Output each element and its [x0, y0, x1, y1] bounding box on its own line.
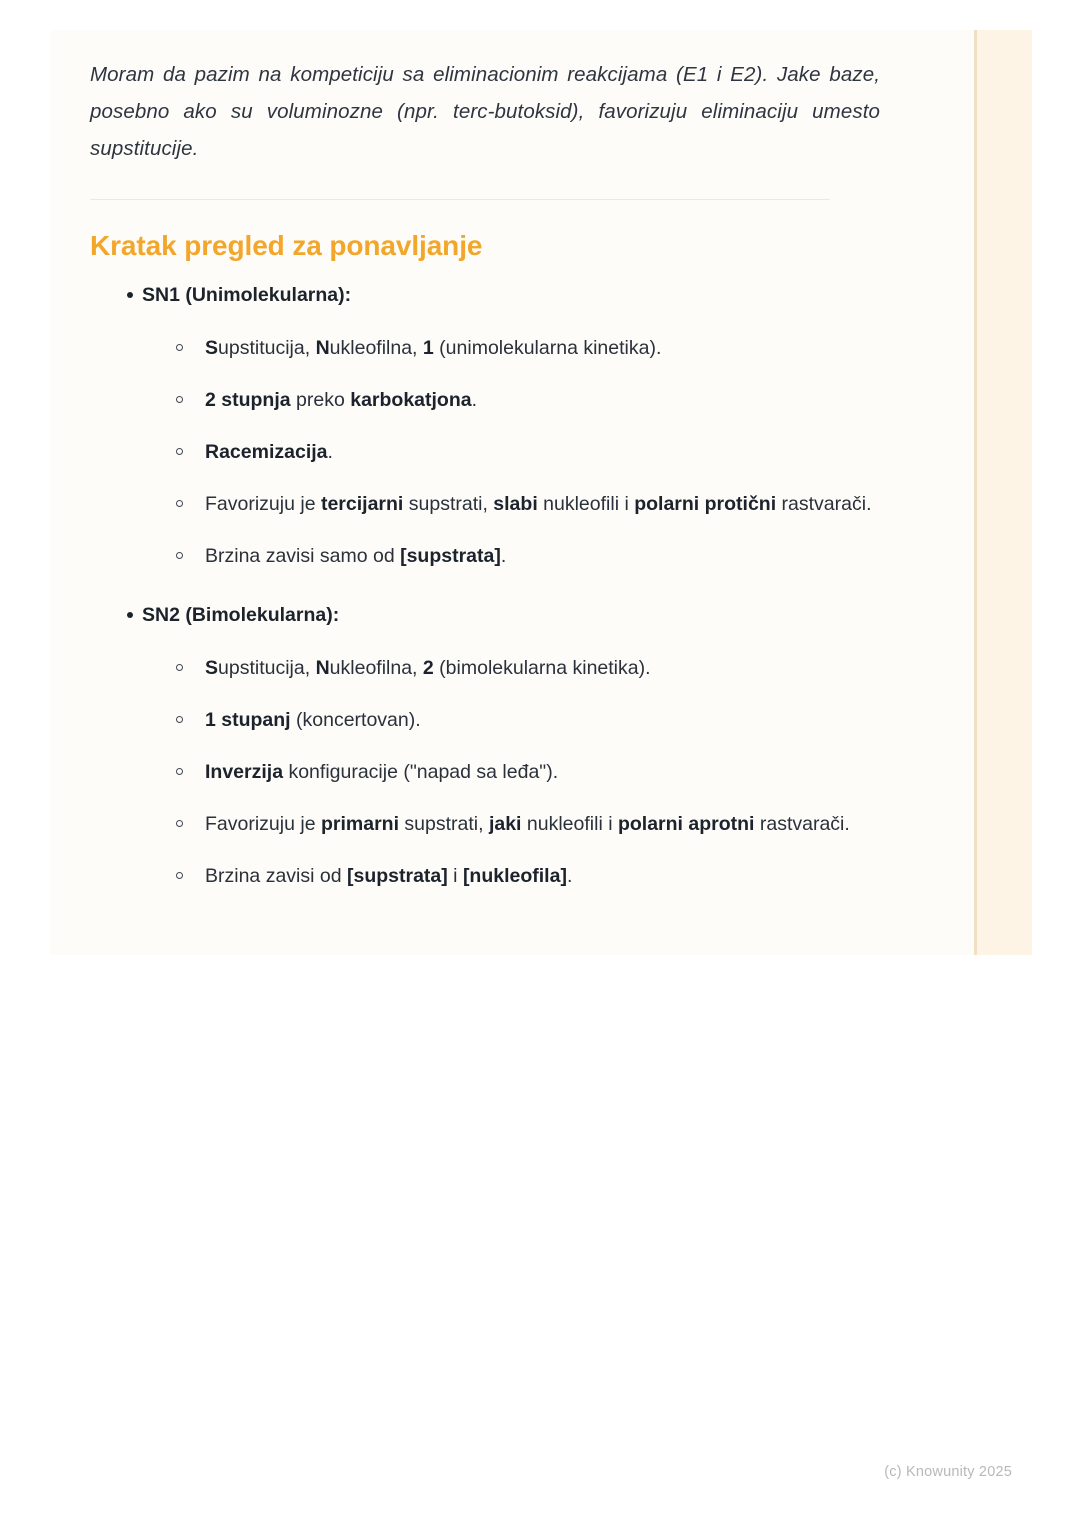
- summary-list-item: [90, 384, 880, 416]
- plain-text: Favorizuju je: [205, 813, 321, 835]
- summary-list: [90, 280, 880, 892]
- section-heading: Kratak pregled za ponavljanje: [90, 230, 483, 261]
- emphasis-text: karbokatjona: [350, 389, 472, 411]
- summary-group: [90, 280, 880, 572]
- plain-text: .: [566, 865, 573, 887]
- card-accent-panel: [977, 30, 1032, 955]
- plain-text: Favorizuju je: [205, 493, 321, 515]
- plain-text: upstitucija,: [218, 337, 316, 359]
- summary-list-item: [90, 436, 880, 468]
- emphasis-text: 2 stupnja: [205, 389, 291, 411]
- emphasis-text: N: [315, 657, 330, 679]
- emphasis-text: tercijarni: [320, 493, 404, 515]
- summary-list-item: [90, 704, 880, 736]
- emphasis-text: Inverzija: [205, 761, 284, 783]
- plain-text: supstrati,: [399, 813, 489, 835]
- plain-text: i: [447, 865, 463, 887]
- emphasis-text: [supstrata]: [346, 865, 448, 887]
- intro-paragraph: Moram da pazim na kompeticiju sa eliminacionim reakcijama (E1 i E2). Jake baze, posebno ako su voluminozne (npr. terc-butoksid), favorizuju eliminaciju umesto supstitucije.: [90, 63, 880, 160]
- summary-list-item: [90, 808, 880, 840]
- plain-text: ukleofilna,: [329, 337, 423, 359]
- summary-list-item: [90, 540, 880, 572]
- emphasis-text: slabi: [493, 493, 538, 515]
- plain-text: .: [327, 441, 333, 463]
- emphasis-text: 1 stupanj: [205, 709, 291, 731]
- emphasis-text: polarni aprotni: [617, 813, 755, 835]
- plain-text: .: [471, 389, 478, 411]
- emphasis-text: [supstrata]: [400, 545, 501, 567]
- plain-text: ukleofilna,: [329, 657, 423, 679]
- emphasis-text: [nukleofila]: [462, 865, 567, 887]
- plain-text: Brzina zavisi samo od: [205, 545, 401, 567]
- plain-text: (unimolekularna kinetika).: [433, 337, 662, 359]
- emphasis-text: jaki: [488, 813, 522, 835]
- group-spacer: [90, 572, 880, 582]
- summary-list-item: [90, 860, 880, 892]
- plain-text: rastvarači.: [776, 493, 872, 515]
- plain-text: (koncertovan).: [290, 709, 421, 731]
- note-card: [50, 30, 1032, 955]
- summary-sublist: [90, 332, 880, 572]
- emphasis-text: S: [205, 337, 219, 359]
- emphasis-text: N: [315, 337, 330, 359]
- plain-text: preko: [290, 389, 351, 411]
- plain-text: (bimolekularna kinetika).: [433, 657, 651, 679]
- emphasis-text: Racemizacija: [205, 441, 328, 463]
- summary-group: [90, 600, 880, 892]
- summary-group-label: SN1 (Unimolekularna):: [90, 280, 880, 310]
- emphasis-text: polarni protični: [634, 493, 777, 515]
- summary-list-item: [90, 756, 880, 788]
- summary-list-item: [90, 652, 880, 684]
- plain-text: nukleofili i: [537, 493, 635, 515]
- plain-text: Brzina zavisi od: [205, 865, 347, 887]
- plain-text: nukleofili i: [521, 813, 618, 835]
- summary-list-item: [90, 332, 880, 364]
- plain-text: upstitucija,: [218, 657, 316, 679]
- plain-text: .: [500, 545, 507, 567]
- summary-group-label: SN2 (Bimolekularna):: [90, 600, 880, 630]
- summary-sublist: [90, 652, 880, 892]
- card-content: [90, 30, 880, 892]
- emphasis-text: primarni: [320, 813, 399, 835]
- footer-copyright: (c) Knowunity 2025: [884, 1464, 1012, 1480]
- summary-list-item: [90, 488, 880, 520]
- emphasis-text: 2: [422, 657, 434, 679]
- plain-text: supstrati,: [403, 493, 494, 515]
- emphasis-text: S: [205, 657, 219, 679]
- plain-text: rastvarači.: [754, 813, 850, 835]
- emphasis-text: 1: [422, 337, 434, 359]
- plain-text: konfiguracije ("napad sa leđa").: [283, 761, 559, 783]
